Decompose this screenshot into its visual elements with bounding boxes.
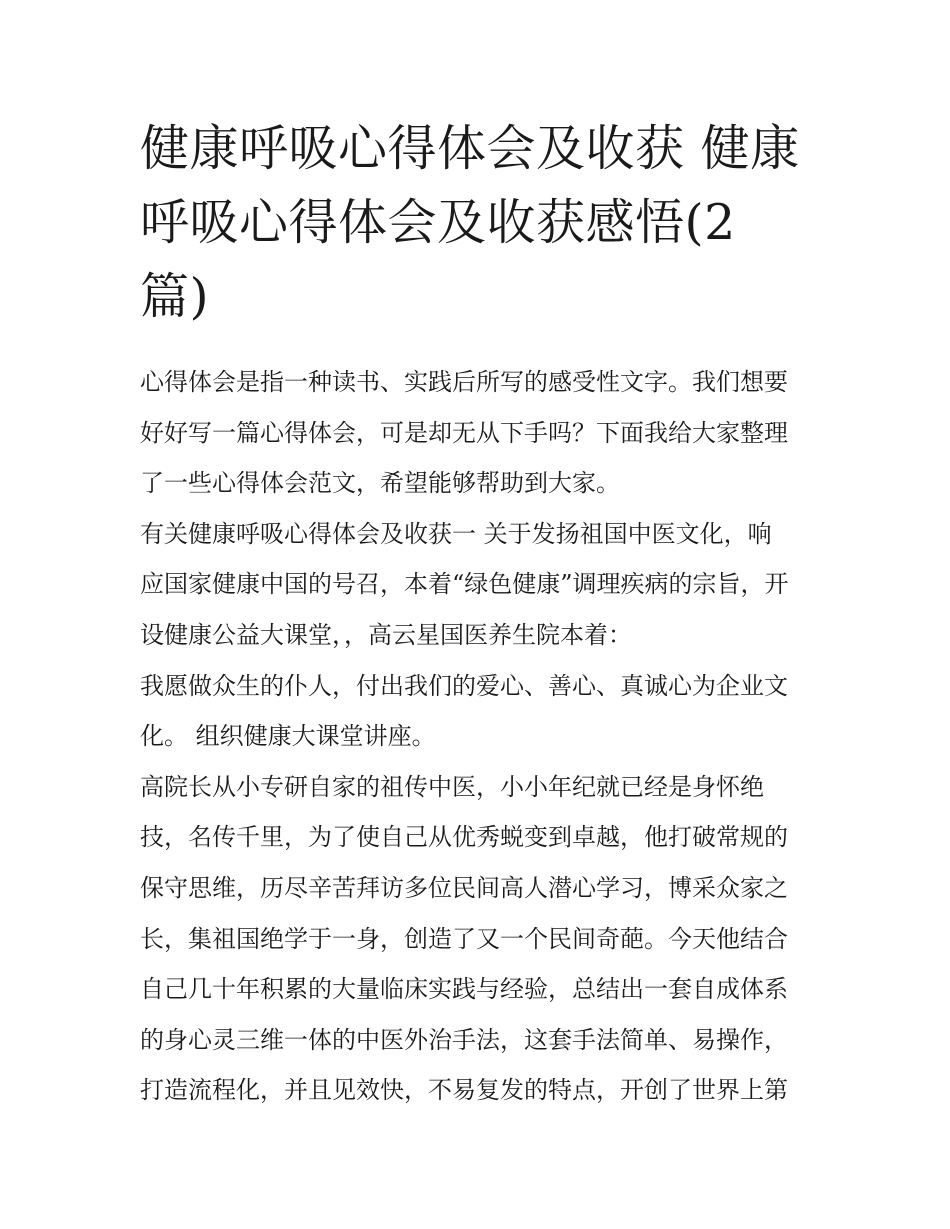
text-line: 好好写一篇心得体会，可是却无从下手吗？下面我给大家整理 bbox=[140, 418, 788, 447]
text-line: 应国家健康中国的号召，本着“绿色健康”调理疾病的宗旨，开 bbox=[140, 570, 789, 599]
text-line: 设健康公益大课堂，，高云星国医养生院本着： bbox=[140, 620, 632, 649]
document-title bbox=[140, 112, 820, 334]
paragraph-section-one bbox=[140, 509, 820, 661]
text-line: 技，名传千里，为了使自己从优秀蜕变到卓越，他打破常规的 bbox=[140, 823, 788, 852]
title-line: 呼吸心得体会及收获感悟(2 bbox=[140, 194, 736, 251]
text-line: 保守思维，历尽辛苦拜访多位民间高人潜心学习，博采众家之 bbox=[140, 873, 788, 902]
document-body bbox=[140, 357, 820, 1116]
paragraph-director bbox=[140, 762, 820, 1116]
paragraph-motto bbox=[140, 661, 820, 762]
text-line: 打造流程化，并且见效快，不易复发的特点，开创了世界上第 bbox=[140, 1076, 788, 1105]
title-line: 健康呼吸心得体会及收获 健康 bbox=[140, 120, 800, 177]
text-line: 长，集祖国绝学于一身，创造了又一个民间奇葩。今天他结合 bbox=[140, 924, 788, 953]
text-line: 高院长从小专研自家的祖传中医，小小年纪就已经是身怀绝 bbox=[140, 772, 764, 801]
text-line: 了一些心得体会范文，希望能够帮助到大家。 bbox=[140, 469, 620, 498]
text-line: 我愿做众生的仆人，付出我们的爱心、善心、真诚心为企业文 bbox=[140, 671, 788, 700]
paragraph-intro bbox=[140, 357, 820, 509]
text-line: 心得体会是指一种读书、实践后所写的感受性文字。我们想要 bbox=[140, 368, 788, 396]
text-line: 自己几十年积累的大量临床实践与经验，总结出一套自成体系 bbox=[140, 975, 788, 1004]
text-line: 的身心灵三维一体的中医外治手法，这套手法简单、易操作， bbox=[140, 1025, 788, 1054]
text-line: 有关健康呼吸心得体会及收获一 关于发扬祖国中医文化，响 bbox=[140, 519, 772, 548]
title-line: 篇) bbox=[140, 268, 210, 325]
text-line: 化。 组织健康大课堂讲座。 bbox=[140, 722, 436, 751]
